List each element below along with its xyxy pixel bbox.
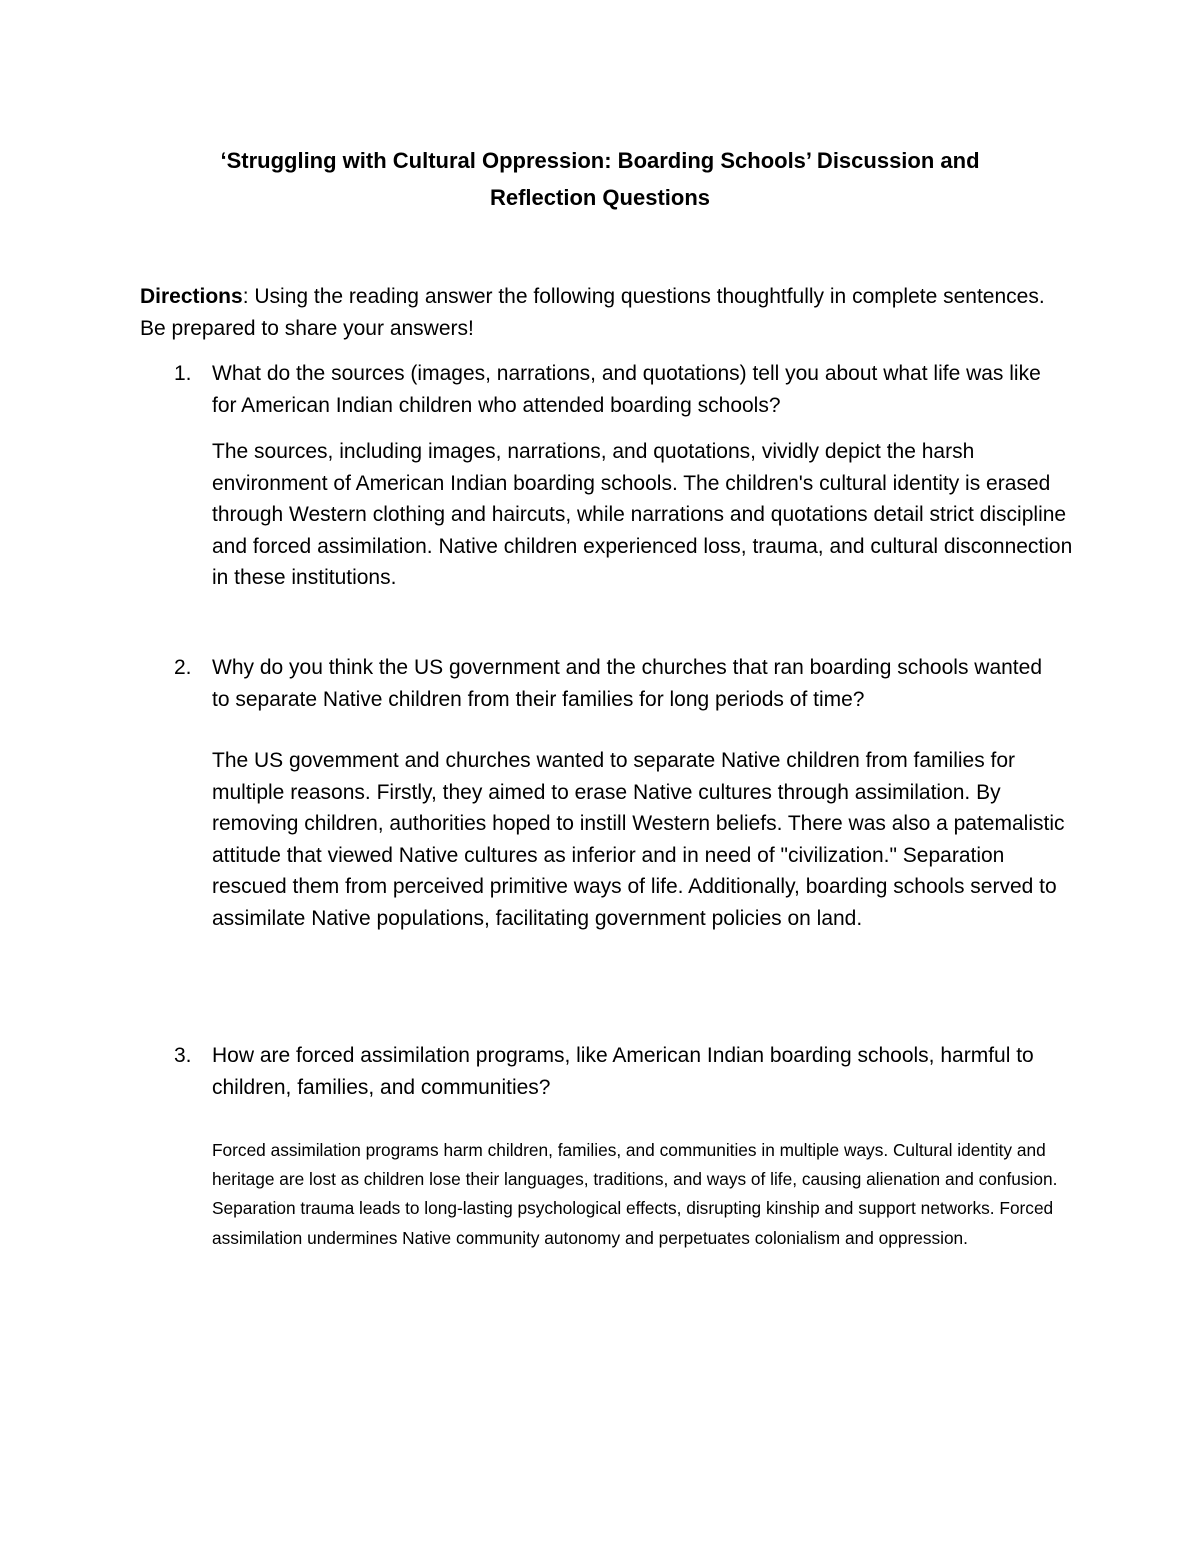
question-1-number: 1. — [174, 362, 192, 385]
question-3-number: 3. — [174, 1044, 192, 1067]
page-title — [140, 142, 1060, 216]
title-line-1: ‘Struggling with Cultural Oppression: Boarding Schools’ Discussion and — [220, 148, 980, 173]
title-line-2: Reflection Questions — [489, 185, 711, 210]
answer-3-text: Forced assimilation programs harm children, families, and communities in multiple ways. Cultural identity and heritage are lost as children lose their languages, traditions, and ways of life, causing alienation and confusion. Separation trauma leads to long-lasting psychological effects, disrupting kinship and support networks. Forced assimilation undermines Native community autonomy and perpetuates colonialism and oppression. — [212, 1140, 1058, 1248]
question-2-text: Why do you think the US government and the churches that ran boarding schools wanted to separate Native children from their families for long periods of time? — [212, 656, 1042, 711]
question-3-text: How are forced assimilation programs, like American Indian boarding schools, harmful to children, families, and communities? — [212, 1044, 1034, 1099]
question-2-number: 2. — [174, 656, 192, 679]
directions-paragraph — [140, 281, 1060, 345]
answer-1-text: The sources, including images, narrations, and quotations, vividly depict the harsh environment of American Indian boarding schools. The children's cultural identity is erased through Western clothing and haircuts, while narrations and quotations detail strict discipline and forced assimilation. Native children experienced loss, trauma, and cultural disconnection in these institutions. — [212, 440, 1073, 589]
directions-text: : Using the reading answer the following questions thoughtfully in complete sentences. Be prepared to share your answers! — [140, 285, 1045, 340]
answer-2-text: The US govemment and churches wanted to separate Native children from families for multiple reasons. Firstly, they aimed to erase Native cultures through assimilation. By removing children, authorities hoped to instill Western beliefs. There was also a patemalistic attitude that viewed Native cultures as inferior and in need of "civilization." Separation rescued them from perceived primitive ways of life. Additionally, boarding schools served to assimilate Native populations, facilitating government policies on land. — [212, 749, 1065, 930]
directions-label: Directions — [140, 285, 243, 308]
question-1-text: What do the sources (images, narrations, and quotations) tell you about what life was like for American Indian children who attended boarding schools? — [212, 362, 1041, 417]
